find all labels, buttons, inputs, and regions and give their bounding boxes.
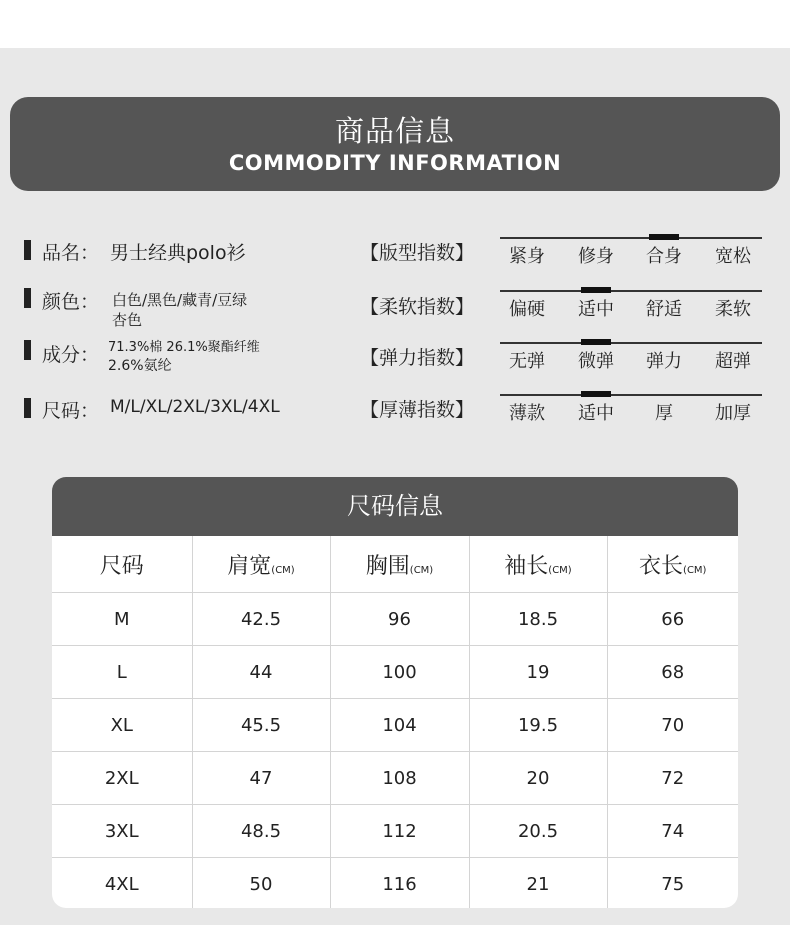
- scale-marker: [649, 234, 679, 240]
- scale-option: 适中: [578, 403, 614, 424]
- cell-chest: 100: [330, 646, 469, 699]
- cell-sleeve: 21: [469, 858, 607, 909]
- bullet-square-icon: [24, 398, 31, 418]
- cell-size: 4XL: [52, 858, 192, 909]
- table-row: [52, 805, 738, 858]
- cell-size: XL: [52, 699, 192, 752]
- cell-length: 68: [607, 646, 738, 699]
- top-white-strip: [0, 0, 790, 48]
- scale-option: 紧身: [509, 246, 545, 267]
- scale-option: 薄款: [509, 403, 545, 424]
- header-sleeve: 袖长(CM): [469, 536, 607, 593]
- scale-option: 适中: [578, 299, 614, 320]
- unit-label: (CM): [548, 564, 572, 576]
- cell-shoulder: 42.5: [192, 593, 330, 646]
- banner-title-en: COMMODITY INFORMATION: [228, 151, 562, 175]
- cell-chest: 96: [330, 593, 469, 646]
- index-fit-scale: [500, 237, 762, 273]
- scale-option: 合身: [646, 246, 682, 267]
- scale-line: [500, 290, 762, 292]
- cell-shoulder: 48.5: [192, 805, 330, 858]
- cell-chest: 108: [330, 752, 469, 805]
- scale-option: 无弹: [509, 351, 545, 372]
- scale-option: 超弹: [715, 351, 751, 372]
- unit-label: (CM): [271, 564, 295, 576]
- scale-option: 厚: [655, 403, 673, 424]
- table-row: [52, 699, 738, 752]
- info-color-value-line1: 白色/黑色/藏青/豆绿: [112, 291, 248, 309]
- scale-option: 舒适: [646, 299, 682, 320]
- commodity-info-banner: [10, 97, 780, 191]
- index-thickness-scale: [500, 394, 762, 430]
- scale-marker: [581, 339, 611, 345]
- cell-size: 2XL: [52, 752, 192, 805]
- unit-label: (CM): [409, 564, 434, 576]
- cell-chest: 112: [330, 805, 469, 858]
- scale-option: 柔软: [715, 299, 751, 320]
- bullet-square-icon: [24, 240, 31, 260]
- info-color-value-line2: 杏色: [112, 311, 143, 329]
- unit-label: (CM): [683, 564, 707, 576]
- scale-option: 偏硬: [509, 299, 545, 320]
- table-row: [52, 858, 738, 909]
- scale-option: 宽松: [715, 246, 751, 267]
- scale-marker: [581, 287, 611, 293]
- info-size-label: 尺码：: [42, 400, 100, 422]
- size-table-header-row: [52, 536, 738, 593]
- scale-option: 加厚: [715, 403, 751, 424]
- index-elasticity-scale: [500, 342, 762, 378]
- cell-size: M: [52, 593, 192, 646]
- table-row: [52, 752, 738, 805]
- scale-line: [500, 237, 762, 239]
- index-thickness-label: 【厚薄指数】: [360, 399, 475, 421]
- info-color-label: 颜色：: [42, 291, 100, 313]
- cell-length: 70: [607, 699, 738, 752]
- cell-size: L: [52, 646, 192, 699]
- header-chest: 胸围(CM): [330, 536, 469, 593]
- cell-sleeve: 19.5: [469, 699, 607, 752]
- info-material-value-line1: 71.3%棉 26.1%聚酯纤维: [108, 340, 260, 355]
- size-table: [52, 536, 738, 908]
- info-material-value-line2: 2.6%氨纶: [108, 358, 172, 374]
- cell-chest: 116: [330, 858, 469, 909]
- cell-sleeve: 19: [469, 646, 607, 699]
- info-name-value: 男士经典polo衫: [110, 242, 246, 264]
- info-material-label: 成分：: [42, 344, 100, 366]
- index-elasticity-label: 【弹力指数】: [360, 347, 475, 369]
- info-name-label: 品名：: [42, 242, 100, 264]
- scale-option: 弹力: [646, 351, 682, 372]
- cell-length: 66: [607, 593, 738, 646]
- cell-size: 3XL: [52, 805, 192, 858]
- size-info-title: 尺码信息: [52, 477, 738, 536]
- scale-option: 修身: [578, 246, 614, 267]
- cell-shoulder: 47: [192, 752, 330, 805]
- cell-shoulder: 44: [192, 646, 330, 699]
- cell-sleeve: 20: [469, 752, 607, 805]
- header-size: 尺码: [52, 536, 192, 593]
- cell-sleeve: 20.5: [469, 805, 607, 858]
- bullet-square-icon: [24, 340, 31, 360]
- cell-length: 74: [607, 805, 738, 858]
- cell-sleeve: 18.5: [469, 593, 607, 646]
- cell-chest: 104: [330, 699, 469, 752]
- table-row: [52, 593, 738, 646]
- cell-length: 72: [607, 752, 738, 805]
- header-length: 衣长(CM): [607, 536, 738, 593]
- table-row: [52, 646, 738, 699]
- info-size-value: M/L/XL/2XL/3XL/4XL: [110, 397, 280, 417]
- cell-shoulder: 50: [192, 858, 330, 909]
- scale-marker: [581, 391, 611, 397]
- banner-title-cn: 商品信息: [334, 114, 455, 148]
- header-shoulder: 肩宽(CM): [192, 536, 330, 593]
- cell-length: 75: [661, 873, 685, 895]
- bullet-square-icon: [24, 288, 31, 308]
- scale-line: [500, 342, 762, 344]
- index-fit-label: 【版型指数】: [360, 242, 475, 264]
- scale-line: [500, 394, 762, 396]
- index-softness-scale: [500, 290, 762, 326]
- cell-shoulder: 45.5: [192, 699, 330, 752]
- scale-option: 微弹: [578, 351, 614, 372]
- index-softness-label: 【柔软指数】: [360, 296, 475, 318]
- size-info-card: [52, 477, 738, 908]
